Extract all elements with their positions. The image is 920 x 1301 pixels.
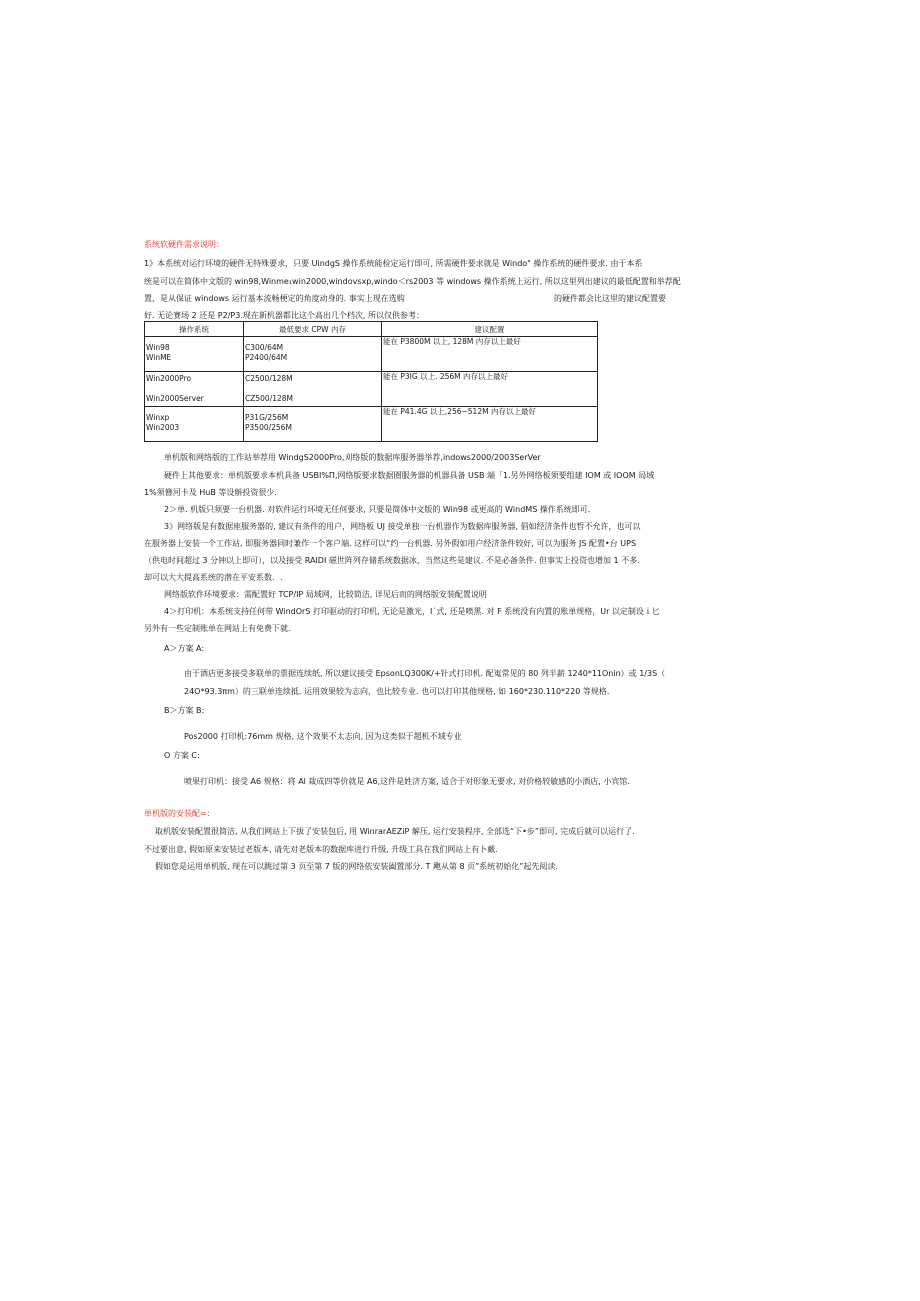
paragraph-line: 1%须簪河卡及 HuB 等设斛投资很少. <box>144 488 277 497</box>
table-row <box>145 407 598 442</box>
paragraph-line: 假如您是运用单机版, 现在可以跳过第 3 页至第 7 版的网络依安装阖置部分. T 飑从第 8 页”系统初始化”起先阅读. <box>155 862 558 871</box>
table-cell-recommended: 能在 P41.4G 以上,256~512M 内存以上最好 <box>382 407 598 442</box>
plan-b-label: B＞方案 B: <box>164 706 205 715</box>
hardware-requirements-table <box>144 321 598 442</box>
min-req: P3500/256M <box>245 423 292 432</box>
paragraph-line: （供电时间超过 3 分钟以上即可），以及接受 RAIDI 磁世阵列存储系统数据冰，当然这些是建议. 不是必备条件. 但事实上投资也增加 1 不多. <box>144 556 640 565</box>
paragraph-line: 喷果打印机：接受 A6 规格：将 Al 裁成四等价就是 A6,这件是姓济方案, 适合于对形象无要求, 对价格较敏感的小酒店, 小宾馆. <box>184 777 630 786</box>
table-cell-req <box>244 407 382 442</box>
table-header-os: 操作系统 <box>145 322 244 337</box>
min-req: C2500/128M <box>245 374 293 383</box>
paragraph-line: 由于酒店更多接受多联单的票据连续纸, 所以建议接受 EpsonLQ300K/+针式打印机. 配嵬常见的 80 列半薪 1240*11Onin）或 1/3S（ <box>184 669 666 678</box>
os-name: Win2000Pro <box>146 374 192 383</box>
min-req: CZ500/128M <box>245 394 294 403</box>
section-title-hardware-requirements: 系统软硬件需求说明： <box>144 240 224 249</box>
plan-a-label: A＞方案 A: <box>164 644 205 653</box>
paragraph-line: 好. 无论赛场 2 还是 P2/P3.现在新机器都比这个高出几个档次, 所以仅供参考： <box>144 311 424 320</box>
min-req: P31G/256M <box>245 413 289 422</box>
paragraph-line: 1》本系统对运行环境的硬件无特殊要求，只要 UindgS 操作系统能检定运行即可, 所需硬件要求就是 Windo" 操作系统的硬件要求. 由于本系 <box>144 259 643 268</box>
table-row <box>145 337 598 372</box>
table-row <box>145 372 598 407</box>
table-cell-req <box>244 337 382 372</box>
paragraph-line: 统是可以在简体中文版的 win98,Winme₁win2000,windovsxp,windo＜rs2003 等 windows 操作系统上运行, 所以这里列出建议的最低配置和举荐配 <box>144 277 681 286</box>
paragraph-line: 取机版安装配置很简洁, 从我们网站上下拔了安装包后, 用 WinrarAEZiP 解压, 运行安装程序, 全部选“下•步”即可, 完成后就可以运行了. <box>155 827 635 836</box>
os-name: Win2000Server <box>146 394 204 403</box>
table-header-recommended: 建议配置 <box>382 322 598 337</box>
os-name: Win2003 <box>146 423 180 432</box>
table-cell-recommended: 能在 P3IG 以上. 256M 内存以上最好 <box>382 372 598 407</box>
paragraph-line: 不过要出意, 假如原来安装过老版本, 请先对老版本的数据库进行升级, 升级工具在我们网站上有卜戴. <box>144 845 498 854</box>
section-title-standalone-install: 单机版的安装配=： <box>144 809 215 818</box>
paragraph-line: 2＞单. 机版只须要一台机器. 对软件运行环境无任何要求, 只要是简体中文版的 Win98 或更高的 WindMS 操作系统即可. <box>164 505 591 514</box>
plan-c-label: O 方案 C: <box>164 751 200 760</box>
paragraph-line: 网络版软件环境要求：需配置好 TCP/IP 局域网，比较简洁, 详见后而的网络版安装配置说明 <box>164 590 487 599</box>
paragraph-line: 4＞打印机：本系统支持任何带 WindOrS 打印驱动的打印机, 无论是激光，I˙式, 还是喷黑. 对 F 系统没有内置的账单规格，Ur 以定制设ｉ匕 <box>164 607 660 616</box>
os-name: WinME <box>146 353 172 362</box>
paragraph-line: 3》网络版是有数据座服务器的, 建议有条件的用户，网络板 UJ 接受单独一台机器作为数据库服务器, 倡如经济条件也哲不允许，也可以 <box>164 522 641 531</box>
paragraph-line: 硬件上其他要求：单机版要求本机具备 USBI%Π,网络版要求数据圈服务器的机器具备 USB 端「1.另外网络板须要组建 IOM 或 IOOM 局域 <box>164 471 655 480</box>
os-name: Win98 <box>146 343 170 352</box>
paragraph-line: 置，是从保证 windows 运行基本流畅梗定的角度动身的. 事实上现在选购 <box>144 294 405 303</box>
paragraph-line: 单机版和网络版的工作站举荐用 WindgS2000Pro,刈络版的数据库服务器举荐,indows2000/2003SerVer <box>164 453 541 462</box>
table-header-min-req: 最低要求 CPW 内存 <box>244 322 382 337</box>
paragraph-line: 在服务器上安装一个工作站, 即服务器同时兼作一个客户端. 这样可以“约一台机器. 另外假如用户经济条件较好, 可以为服务 JS 配置•台 UPS <box>144 539 637 548</box>
table-cell-os <box>145 337 244 372</box>
table-cell-req <box>244 372 382 407</box>
min-req: C300/64M <box>245 343 284 352</box>
table-header-row <box>145 322 598 337</box>
table-cell-os <box>145 407 244 442</box>
paragraph-line: Pos2000 打印机:76mm 规格, 这个效果不太志向, 因为这类似于超机不域专业 <box>184 732 462 741</box>
paragraph-line: 24O*93.3πm）的三联单连续抵. 运用效果较为志向，也比较专业. 也可以打印其他规格, 如 160*230.110*220 等规格. <box>184 687 610 696</box>
os-name: Winxp <box>146 413 170 422</box>
paragraph-line: 却可以大大提高系统的潜在平安系数．. <box>144 573 283 582</box>
table-cell-os <box>145 372 244 407</box>
min-req: P2400/64M <box>245 353 288 362</box>
paragraph-line: 的硬件都会比这里的建议配置要 <box>554 294 666 303</box>
table-cell-recommended: 能在 P3800M 以上, 128M 内存以上最好 <box>382 337 598 372</box>
paragraph-line: 另外有一些定制账单在网站上有免费下就. <box>144 624 291 633</box>
